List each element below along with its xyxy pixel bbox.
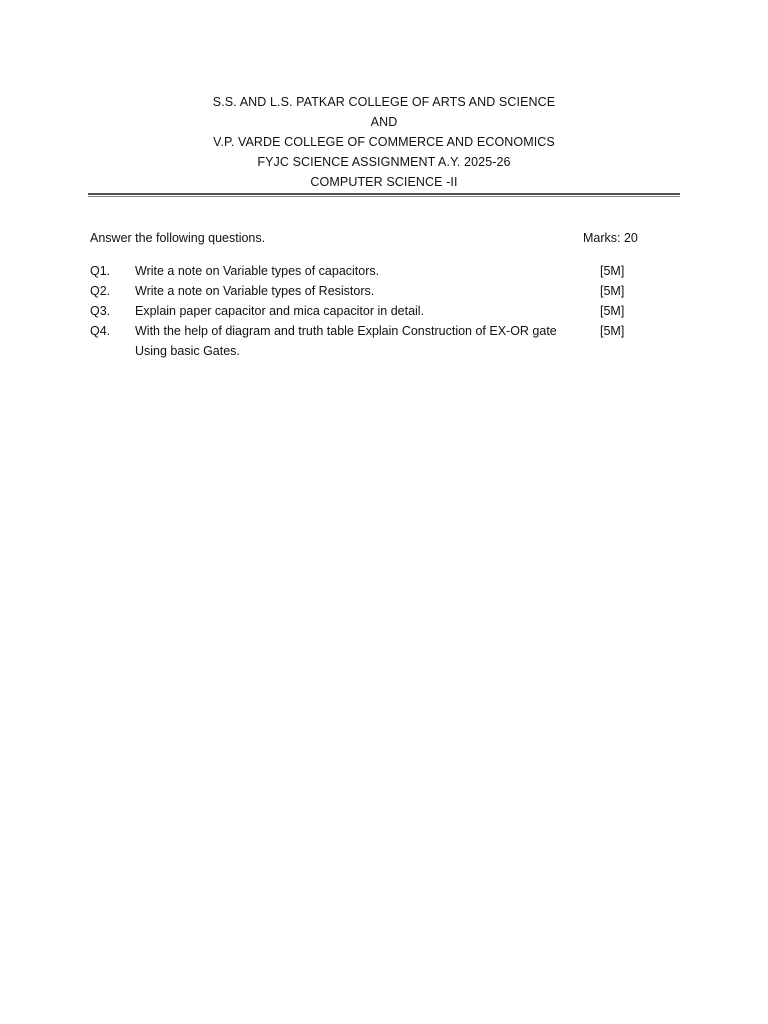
- question-marks: [5M]: [600, 304, 625, 318]
- question-item: [90, 281, 650, 301]
- header-divider-thick: [88, 193, 680, 195]
- question-marks: [5M]: [600, 284, 625, 298]
- instructions-text: Answer the following questions.: [90, 231, 266, 245]
- question-text-line-1: With the help of diagram and truth table Explain Construction of EX-OR gate: [135, 324, 557, 338]
- header-divider-thin: [88, 196, 680, 197]
- question-item: [90, 301, 650, 321]
- question-text-line-2: Using basic Gates.: [135, 344, 240, 358]
- college-name-line-2: V.P. VARDE COLLEGE OF COMMERCE AND ECONOMICS: [213, 135, 555, 149]
- question-marks: [5M]: [600, 264, 625, 278]
- subject-title: COMPUTER SCIENCE -II: [310, 175, 458, 189]
- question-number: Q2.: [90, 284, 111, 298]
- question-number: Q3.: [90, 304, 111, 318]
- question-number: Q4.: [90, 324, 111, 338]
- question-text: Write a note on Variable types of capacitors.: [135, 264, 380, 278]
- question-item: [90, 321, 650, 361]
- document-header: [0, 92, 768, 192]
- total-marks: Marks: 20: [583, 231, 638, 245]
- question-text: Write a note on Variable types of Resistors.: [135, 284, 375, 298]
- assignment-title: FYJC SCIENCE ASSIGNMENT A.Y. 2025-26: [257, 155, 511, 169]
- question-number: Q1.: [90, 264, 111, 278]
- college-name-line-1: S.S. AND L.S. PATKAR COLLEGE OF ARTS AND SCIENCE: [212, 95, 556, 109]
- header-conjunction: AND: [370, 115, 398, 129]
- question-text: Explain paper capacitor and mica capacitor in detail.: [135, 304, 425, 318]
- question-marks: [5M]: [600, 324, 625, 338]
- question-list: [90, 261, 650, 361]
- question-text: [135, 321, 575, 361]
- question-item: [90, 261, 650, 281]
